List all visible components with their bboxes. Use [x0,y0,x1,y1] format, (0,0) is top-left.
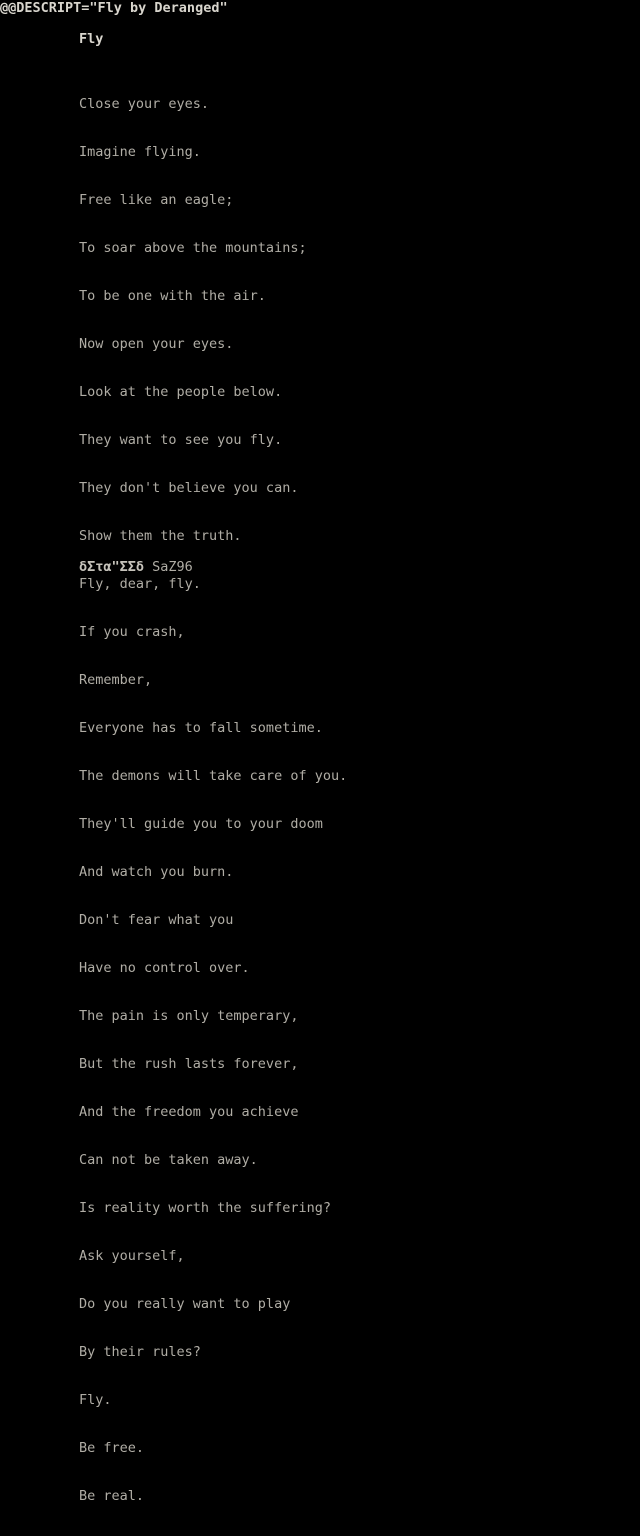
poem-line: Do you really want to play [79,1296,291,1312]
poem-line: Close your eyes. [79,96,210,112]
poem-line: Have no control over. [79,960,250,976]
poem-line: They want to see you fly. [79,432,283,448]
poem-line: The pain is only temperary, [79,1008,299,1024]
poem-line: The demons will take care of you. [79,768,348,784]
poem-line: By their rules? [79,1344,201,1360]
poem-line: Free like an eagle; [79,192,234,208]
poem-line: Is reality worth the suffering? [79,1200,331,1216]
poem-line: To soar above the mountains; [79,240,307,256]
poem-line: Now open your eyes. [79,336,234,352]
signature-handle: SaZ96 [152,559,193,575]
poem-line: Be real. [79,1488,145,1504]
poem-line: Ask yourself, [79,1248,185,1264]
poem-line: Fly, dear, fly. [79,576,201,592]
signature [79,559,193,575]
poem-line: And watch you burn. [79,864,234,880]
poem-body [79,64,347,1536]
poem-line: Look at the people below. [79,384,283,400]
page-title: Fly [79,31,104,47]
poem-line: And the freedom you achieve [79,1104,299,1120]
poem-line: Fly. [79,1392,112,1408]
poem-line: But the rush lasts forever, [79,1056,299,1072]
poem-line: Imagine flying. [79,144,201,160]
poem-line: To be one with the air. [79,288,266,304]
poem-line: Everyone has to fall sometime. [79,720,323,736]
poem-line: Can not be taken away. [79,1152,258,1168]
poem-line: Be free. [79,1440,145,1456]
poem-line: Remember, [79,672,153,688]
poem-line: They'll guide you to your doom [79,816,323,832]
signature-glyphs: δΣτα"ΣΣδ [79,559,145,575]
poem-line: Show them the truth. [79,528,242,544]
poem-line: Don't fear what you [79,912,234,928]
descript-header-line: @@DESCRIPT="Fly by Deranged" [0,0,228,16]
poem-line: If you crash, [79,624,185,640]
poem-line: They don't believe you can. [79,480,299,496]
